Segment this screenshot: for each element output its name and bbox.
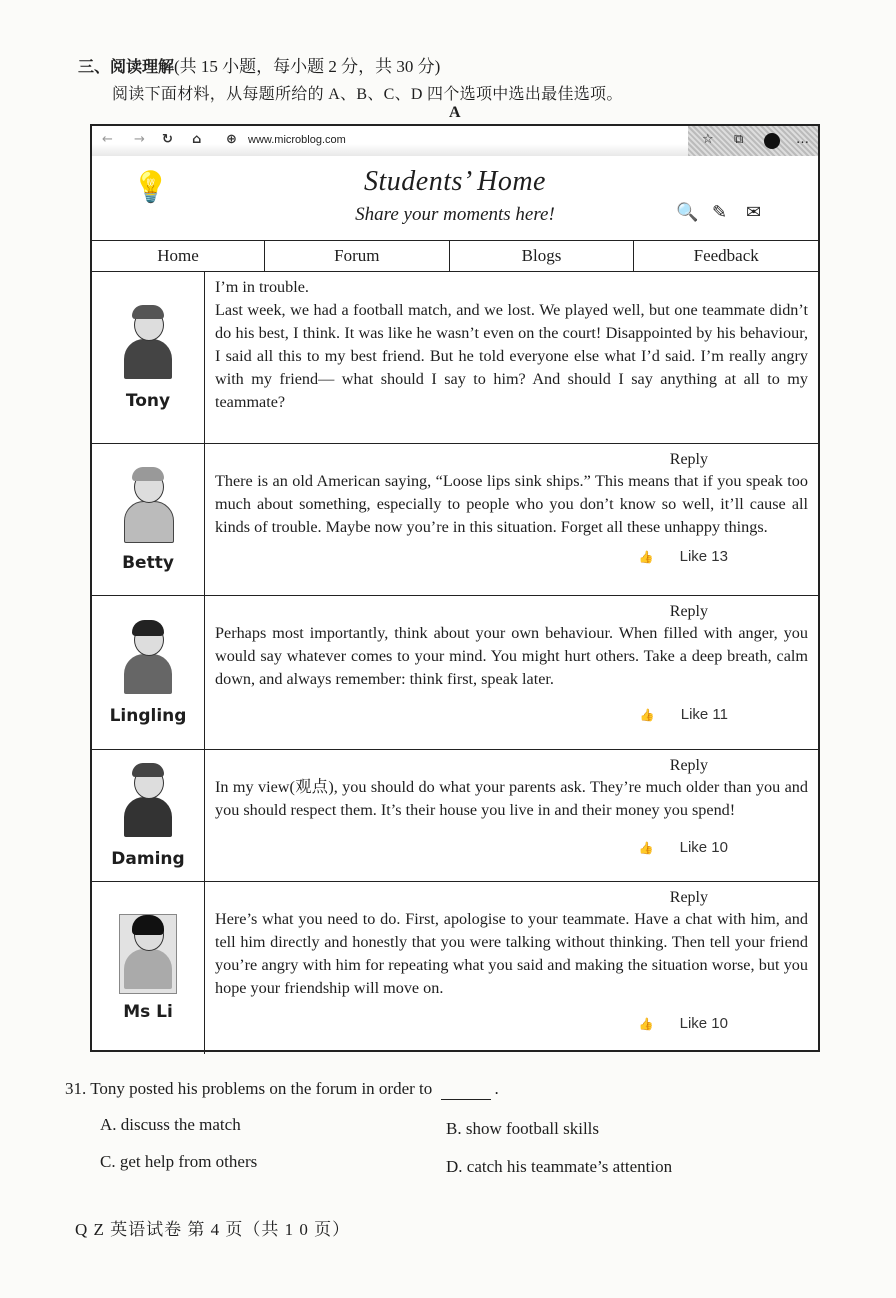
lightbulb-logo-icon: 💡 <box>132 170 170 205</box>
globe-icon: ⊕ <box>226 132 237 147</box>
avatar <box>120 305 176 383</box>
post-content <box>205 272 818 443</box>
post-author <box>92 272 205 443</box>
option-text: catch his teammate’s attention <box>466 1157 673 1176</box>
author-name: Daming <box>111 848 185 869</box>
profile-avatar-icon[interactable] <box>764 133 780 149</box>
avatar <box>119 914 177 994</box>
post-content <box>205 444 818 595</box>
more-menu-icon[interactable]: … <box>796 132 809 147</box>
option-letter: C. <box>100 1152 116 1171</box>
question-end: . <box>494 1079 499 1098</box>
forum-post <box>92 272 818 444</box>
question-stem <box>65 1079 499 1100</box>
post-content <box>205 596 818 749</box>
search-icon[interactable]: 🔍 <box>676 202 699 223</box>
back-arrow-icon[interactable]: ← <box>102 132 113 147</box>
question-text: Tony posted his problems on the forum in order to <box>90 1079 433 1098</box>
nav-blogs[interactable]: Blogs <box>450 241 635 271</box>
like-count: Like 13 <box>679 548 728 565</box>
site-header <box>92 156 818 240</box>
browser-window <box>90 124 820 1052</box>
thumbs-up-icon: 👍 <box>639 708 655 722</box>
like-button[interactable] <box>215 836 808 860</box>
nav-feedback[interactable]: Feedback <box>693 246 759 265</box>
option-text: get help from others <box>119 1152 258 1171</box>
post-text: I’m in trouble. <box>215 278 309 296</box>
option-letter: B. <box>446 1119 462 1138</box>
post-content <box>205 882 818 1054</box>
forum-posts <box>92 272 818 1054</box>
option-letter: A. <box>100 1115 117 1134</box>
option-b[interactable] <box>446 1119 599 1139</box>
reply-button[interactable]: Reply <box>669 757 708 774</box>
option-d[interactable] <box>446 1157 672 1177</box>
like-button[interactable] <box>215 545 808 569</box>
question-number: 31. <box>65 1079 87 1098</box>
collections-icon[interactable]: ⧉ <box>734 132 744 147</box>
nav-home[interactable]: Home <box>92 241 265 271</box>
instructions: 阅读下面材料，从每题所给的 A、B、C、D 四个选项中选出最佳选项。 <box>112 86 623 103</box>
nav-forum[interactable]: Forum <box>265 241 450 271</box>
favorite-star-icon[interactable]: ☆ <box>702 132 714 147</box>
forward-arrow-icon[interactable]: → <box>134 132 145 147</box>
post-content <box>205 750 818 881</box>
section-title: 三、阅读理解 <box>78 57 175 76</box>
post-text: There is an old American saying, “Loose lips sink ships.” This means that if you speak too much about something, especially to people who you don’t know so well, it’ll cause all kinds of trouble. Maybe now you’re in this situation. Forget all these unhappy things. <box>215 472 808 536</box>
section-heading <box>78 52 440 77</box>
passage-label: A <box>449 104 461 121</box>
author-name: Betty <box>122 552 174 573</box>
site-title: Students’ Home <box>364 166 546 197</box>
reload-icon[interactable]: ↻ <box>162 132 173 147</box>
page-footer: Q Z 英语试卷 第 4 页（共 1 0 页） <box>75 1220 351 1239</box>
author-name: Lingling <box>109 705 187 726</box>
like-button[interactable] <box>215 1012 808 1036</box>
home-icon[interactable]: ⌂ <box>192 132 202 147</box>
reply-button[interactable]: Reply <box>669 889 708 906</box>
like-count: Like 10 <box>679 1015 728 1032</box>
site-nav <box>92 240 818 272</box>
post-text: In my view(观点), you should do what your parents ask. They’re much older than you and you should respect them. It’s their house you live in and their money you spend! <box>215 778 808 819</box>
like-count: Like 11 <box>680 706 728 723</box>
post-text: Here’s what you need to do. First, apologise to your teammate. Have a chat with him, and tell him directly and honestly that you were talking without thinking. Then tell your friend you’re angry with him for repeating what you said and making the situation worse, but you hope your friendship will move on. <box>215 910 808 997</box>
site-subtitle: Share your moments here! <box>355 204 555 225</box>
thumbs-up-icon: 👍 <box>638 550 654 564</box>
avatar <box>120 467 176 545</box>
post-author <box>92 882 205 1054</box>
forum-post <box>92 750 818 882</box>
option-text: show football skills <box>465 1119 600 1138</box>
option-letter: D. <box>446 1157 463 1176</box>
section-scoring: (共 15 小题，每小题 2 分，共 30 分) <box>174 57 441 76</box>
edit-icon[interactable]: ✎ <box>712 202 728 223</box>
author-name: Ms Li <box>123 1002 173 1022</box>
forum-post <box>92 882 818 1054</box>
post-text: Perhaps most importantly, think about your own behaviour. When filled with anger, you would say whatever comes to your mind. You might hurt others. Take a deep breath, calm down, and always remember: think first, speak later. <box>215 624 808 688</box>
thumbs-up-icon: 👍 <box>638 1017 654 1031</box>
like-button[interactable] <box>215 703 808 727</box>
option-text: discuss the match <box>120 1115 241 1134</box>
address-bar <box>92 126 818 156</box>
reply-button[interactable]: Reply <box>669 451 708 468</box>
post-text: Last week, we had a football match, and we lost. We played well, but one teammate didn’t do his best, I think. It was like he wasn’t even on the court! Disappointed by his behaviour, I said all this to my best friend. But he told everyone else what I’d said. I’m really angry with my friend— what should I say to him? And should I say anything at all to my teammate? <box>215 301 808 411</box>
like-count: Like 10 <box>679 839 728 856</box>
post-author <box>92 596 205 749</box>
avatar <box>120 763 176 841</box>
post-author <box>92 444 205 595</box>
option-c[interactable] <box>100 1152 257 1172</box>
author-name: Tony <box>125 390 171 411</box>
thumbs-up-icon: 👍 <box>638 841 654 855</box>
mail-icon[interactable]: ✉ <box>746 202 762 223</box>
forum-post <box>92 596 818 750</box>
forum-post <box>92 444 818 596</box>
post-author <box>92 750 205 881</box>
browser-extensions <box>688 126 818 156</box>
url-field[interactable]: www.microblog.com <box>248 134 346 146</box>
answer-blank <box>441 1079 491 1100</box>
avatar <box>120 620 176 698</box>
reply-button[interactable]: Reply <box>669 603 708 620</box>
option-a[interactable] <box>100 1115 241 1135</box>
